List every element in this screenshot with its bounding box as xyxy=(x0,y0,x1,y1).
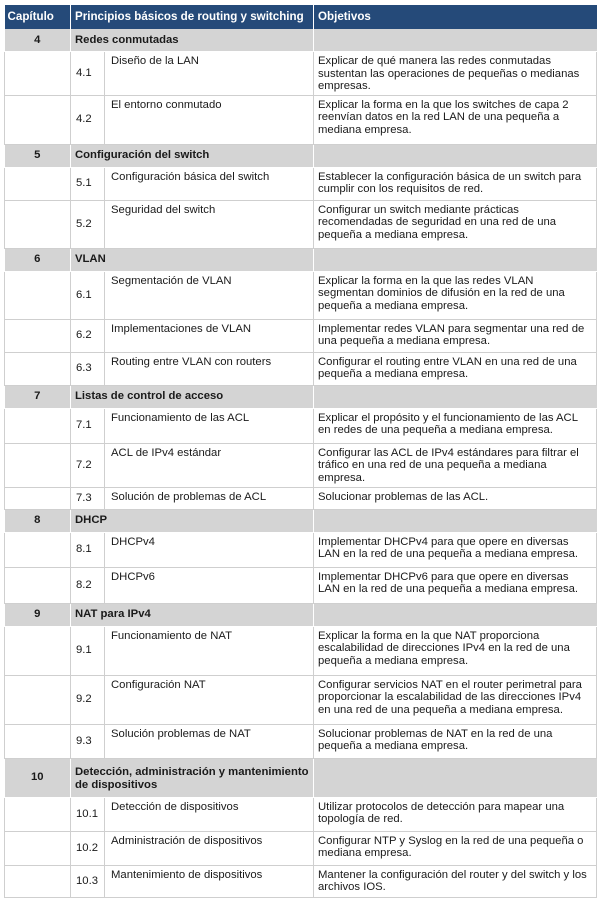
section-objective: Implementar DHCPv6 para que opere en diversas LAN en la red de una pequeña a mediana empresa. xyxy=(314,567,597,603)
section-title: Detección de dispositivos xyxy=(105,797,314,831)
chapter-objective-empty xyxy=(314,248,597,271)
section-objective: Configurar las ACL de IPv4 estándares para filtrar el tráfico en una red de una pequeña a mediana empresa. xyxy=(314,443,597,487)
chapter-row xyxy=(5,603,597,626)
chapter-objective-empty xyxy=(314,603,597,626)
chapter-number: 6 xyxy=(5,248,71,271)
section-title: Routing entre VLAN con routers xyxy=(105,352,314,385)
section-title: DHCPv6 xyxy=(105,567,314,603)
outline-table xyxy=(4,5,597,898)
section-objective: Solucionar problemas de NAT en la red de una pequeña a mediana empresa. xyxy=(314,724,597,758)
section-spacer xyxy=(5,626,71,675)
section-title: ACL de IPv4 estándar xyxy=(105,443,314,487)
section-row xyxy=(5,167,597,200)
section-number: 6.1 xyxy=(71,271,105,319)
chapter-row xyxy=(5,144,597,167)
section-spacer xyxy=(5,675,71,724)
section-row xyxy=(5,865,597,897)
section-number: 8.1 xyxy=(71,532,105,567)
section-objective: Utilizar protocolos de detección para mapear una topología de red. xyxy=(314,797,597,831)
section-objective: Configurar NTP y Syslog en la red de una pequeña o mediana empresa. xyxy=(314,831,597,865)
header-row xyxy=(5,5,597,29)
section-number: 5.1 xyxy=(71,167,105,200)
section-title: Configuración NAT xyxy=(105,675,314,724)
section-row xyxy=(5,532,597,567)
section-row xyxy=(5,408,597,443)
section-spacer xyxy=(5,95,71,144)
section-spacer xyxy=(5,167,71,200)
chapter-number: 5 xyxy=(5,144,71,167)
header-topic: Principios básicos de routing y switching xyxy=(71,5,314,29)
chapter-row xyxy=(5,248,597,271)
chapter-number: 7 xyxy=(5,385,71,408)
chapter-objective-empty xyxy=(314,509,597,532)
section-number: 7.1 xyxy=(71,408,105,443)
section-number: 9.2 xyxy=(71,675,105,724)
chapter-row xyxy=(5,758,597,797)
section-spacer xyxy=(5,724,71,758)
section-objective: Explicar el propósito y el funcionamiento de las ACL en redes de una pequeña a mediana empresa. xyxy=(314,408,597,443)
chapter-title: Configuración del switch xyxy=(71,144,314,167)
chapter-objective-empty xyxy=(314,29,597,52)
section-spacer xyxy=(5,797,71,831)
section-title: Solución de problemas de ACL xyxy=(105,487,314,509)
section-row xyxy=(5,95,597,144)
section-number: 7.2 xyxy=(71,443,105,487)
section-number: 9.1 xyxy=(71,626,105,675)
section-row xyxy=(5,52,597,96)
header-chapter: Capítulo xyxy=(5,5,71,29)
section-row xyxy=(5,626,597,675)
section-number: 7.3 xyxy=(71,487,105,509)
section-spacer xyxy=(5,865,71,897)
section-title: Segmentación de VLAN xyxy=(105,271,314,319)
section-title: Mantenimiento de dispositivos xyxy=(105,865,314,897)
section-spacer xyxy=(5,443,71,487)
section-spacer xyxy=(5,52,71,96)
section-title: Diseño de la LAN xyxy=(105,52,314,96)
section-spacer xyxy=(5,408,71,443)
section-title: Administración de dispositivos xyxy=(105,831,314,865)
section-number: 4.2 xyxy=(71,95,105,144)
section-title: Configuración básica del switch xyxy=(105,167,314,200)
section-row xyxy=(5,319,597,352)
chapter-number: 4 xyxy=(5,29,71,52)
section-row xyxy=(5,675,597,724)
section-objective: Configurar un switch mediante prácticas recomendadas de seguridad en una red de una pequeña a mediana empresa. xyxy=(314,200,597,248)
section-number: 8.2 xyxy=(71,567,105,603)
section-spacer xyxy=(5,532,71,567)
chapter-row xyxy=(5,29,597,52)
section-row xyxy=(5,724,597,758)
chapter-number: 8 xyxy=(5,509,71,532)
course-outline xyxy=(4,5,596,898)
section-row xyxy=(5,567,597,603)
section-title: El entorno conmutado xyxy=(105,95,314,144)
section-objective: Solucionar problemas de las ACL. xyxy=(314,487,597,509)
outline-body xyxy=(5,29,597,897)
section-row xyxy=(5,487,597,509)
chapter-title: NAT para IPv4 xyxy=(71,603,314,626)
section-row xyxy=(5,352,597,385)
section-objective: Explicar la forma en la que los switches de capa 2 reenvían datos en la red LAN de una pequeña a mediana empresa. xyxy=(314,95,597,144)
section-number: 6.3 xyxy=(71,352,105,385)
chapter-number: 9 xyxy=(5,603,71,626)
chapter-title: Listas de control de acceso xyxy=(71,385,314,408)
section-objective: Configurar servicios NAT en el router perimetral para proporcionar la escalabilidad de las direcciones IPv4 en una red de una pequeña a mediana empresa. xyxy=(314,675,597,724)
section-number: 10.3 xyxy=(71,865,105,897)
chapter-title: Redes conmutadas xyxy=(71,29,314,52)
chapter-row xyxy=(5,509,597,532)
section-row xyxy=(5,831,597,865)
section-objective: Explicar de qué manera las redes conmutadas sustentan las operaciones de pequeñas o medianas empresas. xyxy=(314,52,597,96)
section-row xyxy=(5,200,597,248)
section-objective: Mantener la configuración del router y del switch y los archivos IOS. xyxy=(314,865,597,897)
section-number: 10.1 xyxy=(71,797,105,831)
section-spacer xyxy=(5,319,71,352)
section-title: Funcionamiento de las ACL xyxy=(105,408,314,443)
section-title: Funcionamiento de NAT xyxy=(105,626,314,675)
section-number: 4.1 xyxy=(71,52,105,96)
section-objective: Implementar DHCPv4 para que opere en diversas LAN en la red de una pequeña a mediana empresa. xyxy=(314,532,597,567)
section-objective: Explicar la forma en la que las redes VLAN segmentan dominios de difusión en la red de una pequeña a mediana empresa. xyxy=(314,271,597,319)
chapter-title: Detección, administración y mantenimiento de dispositivos xyxy=(71,758,314,797)
section-objective: Explicar la forma en la que NAT proporciona escalabilidad de direcciones IPv4 en la red de una pequeña a mediana empresa. xyxy=(314,626,597,675)
chapter-number: 10 xyxy=(5,758,71,797)
section-spacer xyxy=(5,200,71,248)
chapter-title: DHCP xyxy=(71,509,314,532)
section-objective: Establecer la configuración básica de un switch para cumplir con los requisitos de red. xyxy=(314,167,597,200)
section-objective: Implementar redes VLAN para segmentar una red de una pequeña a mediana empresa. xyxy=(314,319,597,352)
section-number: 5.2 xyxy=(71,200,105,248)
section-title: Seguridad del switch xyxy=(105,200,314,248)
section-number: 9.3 xyxy=(71,724,105,758)
section-title: Implementaciones de VLAN xyxy=(105,319,314,352)
chapter-objective-empty xyxy=(314,144,597,167)
chapter-title: VLAN xyxy=(71,248,314,271)
chapter-objective-empty xyxy=(314,385,597,408)
header-objectives: Objetivos xyxy=(314,5,597,29)
chapter-objective-empty xyxy=(314,758,597,797)
section-title: Solución problemas de NAT xyxy=(105,724,314,758)
section-row xyxy=(5,271,597,319)
section-number: 6.2 xyxy=(71,319,105,352)
section-number: 10.2 xyxy=(71,831,105,865)
section-spacer xyxy=(5,487,71,509)
section-spacer xyxy=(5,567,71,603)
section-spacer xyxy=(5,271,71,319)
section-spacer xyxy=(5,352,71,385)
section-title: DHCPv4 xyxy=(105,532,314,567)
section-row xyxy=(5,797,597,831)
section-objective: Configurar el routing entre VLAN en una red de una pequeña a mediana empresa. xyxy=(314,352,597,385)
section-row xyxy=(5,443,597,487)
section-spacer xyxy=(5,831,71,865)
chapter-row xyxy=(5,385,597,408)
